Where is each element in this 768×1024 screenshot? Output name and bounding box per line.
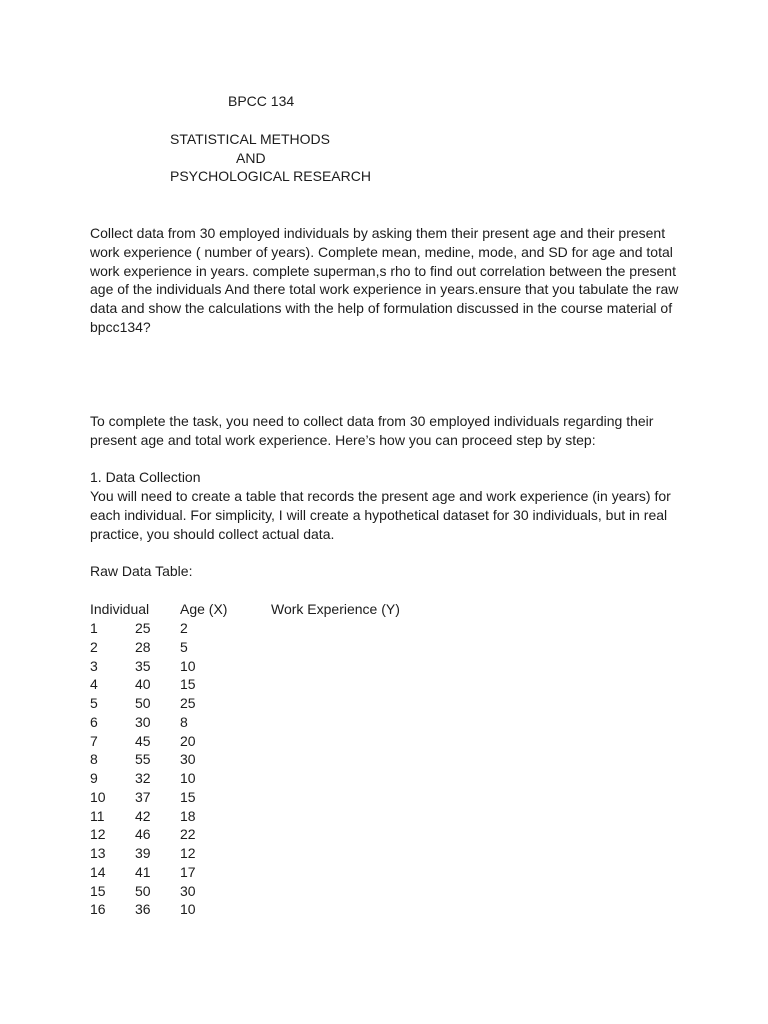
cell-age: 36 [135,901,151,918]
cell-work-experience: 8 [180,713,188,730]
table-row [90,694,490,713]
table-row [90,900,490,919]
step1-line: practice, you should collect actual data. [90,525,335,542]
table-row [90,825,490,844]
cell-age: 46 [135,826,151,843]
table-row [90,807,490,826]
question-line: work experience in years. complete superman,s rho to find out correlation between the present [90,262,676,279]
raw-table-label: Raw Data Table: [90,563,193,579]
cell-age: 32 [135,770,151,786]
table-row [90,713,490,732]
table-row [90,657,490,676]
header-work-experience: Work Experience (Y) [271,601,400,617]
cell-individual: 15 [90,882,106,899]
cell-work-experience: 30 [180,882,196,899]
table-row [90,619,490,638]
cell-work-experience: 10 [180,657,196,674]
intro-line: To complete the task, you need to collect data from 30 employed individuals regarding their [90,413,654,429]
cell-individual: 8 [90,751,98,768]
question-line: bpcc134? [90,318,151,335]
question-paragraph [90,224,679,337]
cell-age: 30 [135,713,151,730]
question-line: age of the individuals And there total work experience in years.ensure that you tabulate the raw [90,281,679,298]
cell-individual: 6 [90,713,98,730]
table-row [90,638,490,657]
cell-work-experience: 5 [180,638,188,655]
cell-individual: 12 [90,826,106,843]
cell-age: 25 [135,620,151,636]
cell-work-experience: 15 [180,676,196,693]
cell-age: 41 [135,863,151,880]
cell-individual: 16 [90,901,106,918]
cell-individual: 3 [90,657,98,674]
table-row [90,769,490,788]
cell-work-experience: 15 [180,788,196,805]
cell-individual: 13 [90,845,106,861]
cell-individual: 11 [90,807,105,824]
cell-individual: 1 [90,620,98,636]
cell-age: 55 [135,751,151,768]
table-row [90,882,490,901]
cell-individual: 14 [90,863,106,880]
table-row [90,863,490,882]
table-row [90,675,490,694]
intro-paragraph [90,412,654,450]
cell-age: 37 [135,788,151,805]
table-row [90,750,490,769]
cell-individual: 4 [90,676,98,693]
cell-work-experience: 25 [180,695,196,711]
header-age: Age (X) [180,601,228,617]
cell-work-experience: 20 [180,732,196,749]
title-line-1: STATISTICAL METHODS [170,131,330,147]
cell-work-experience: 30 [180,751,196,768]
cell-individual: 2 [90,638,98,655]
step1-line: You will need to create a table that records the present age and work experience (in years) for [90,488,671,504]
intro-line: present age and total work experience. Here’s how you can proceed step by step: [90,431,596,448]
step1-line: each individual. For simplicity, I will create a hypothetical dataset for 30 individuals, but in real [90,506,668,523]
cell-work-experience: 17 [180,863,196,880]
table-row [90,732,490,751]
step1-paragraph [90,487,671,543]
title-line-3: PSYCHOLOGICAL RESEARCH [170,168,371,184]
cell-individual: 10 [90,788,106,805]
cell-age: 45 [135,732,151,749]
cell-individual: 5 [90,695,98,711]
raw-table-header [90,600,490,619]
cell-age: 40 [135,676,151,693]
cell-individual: 7 [90,732,98,749]
cell-age: 28 [135,638,151,655]
cell-work-experience: 12 [180,845,196,861]
cell-age: 39 [135,845,151,861]
question-line: Collect data from 30 employed individuals by asking them their present age and their present [90,225,666,241]
cell-age: 35 [135,657,151,674]
question-line: work experience ( number of years). Complete mean, medine, mode, and SD for age and total [90,243,673,260]
cell-age: 50 [135,695,151,711]
header-individual: Individual [90,601,150,617]
table-row [90,788,490,807]
question-line: data and show the calculations with the help of formulation discussed in the course material of [90,300,673,317]
course-code: BPCC 134 [228,93,295,109]
cell-individual: 9 [90,770,98,786]
table-row [90,844,490,863]
cell-work-experience: 18 [180,807,196,824]
cell-age: 42 [135,807,151,824]
cell-work-experience: 10 [180,770,196,786]
cell-work-experience: 2 [180,620,188,636]
step1-heading: 1. Data Collection [90,469,201,485]
cell-work-experience: 22 [180,826,196,843]
cell-age: 50 [135,882,151,899]
title-line-2: AND [236,150,266,166]
cell-work-experience: 10 [180,901,196,918]
